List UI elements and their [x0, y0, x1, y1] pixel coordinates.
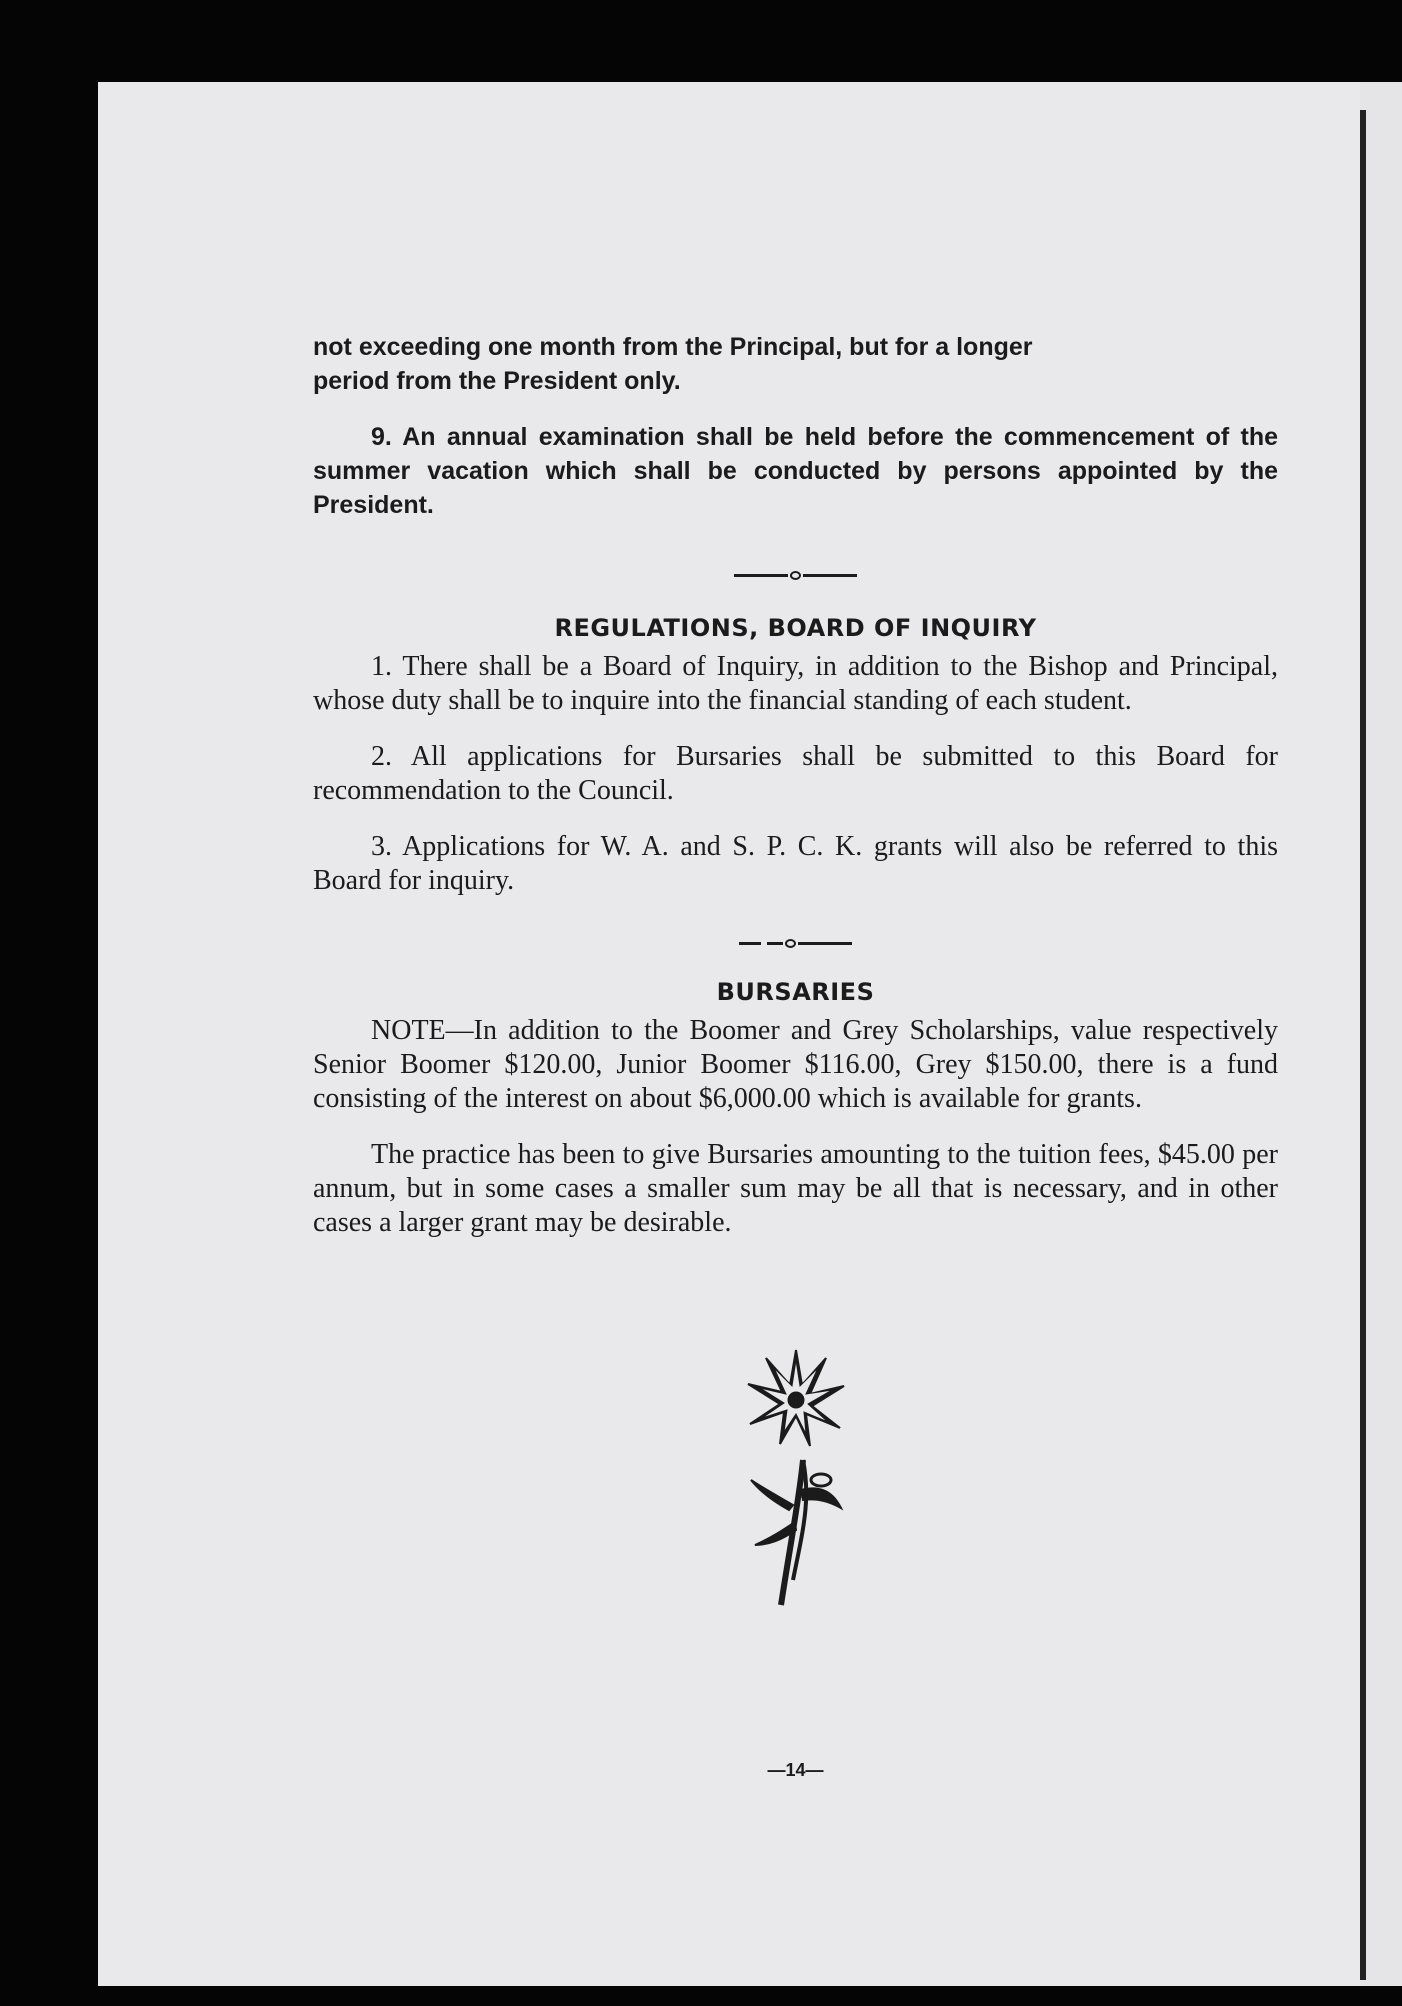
inquiry-item-1: 1. There shall be a Board of Inquiry, in addition to the Bishop and Principal, whose duty shall be to inquire into the financial standing of each student.: [313, 651, 1278, 716]
bursaries-practice: The practice has been to give Bursaries amounting to the tuition fees, $45.00 per annum, but in some cases a smaller sum may be all that is necessary, and in other cases a larger grant may be desirable.: [313, 1139, 1278, 1238]
bursaries-note: NOTE—In addition to the Boomer and Grey Scholarships, value respectively Senior Boomer $120.00, Junior Boomer $116.00, Grey $150.00, there is a fund consisting of the interest on about $6,000.00 which is available for grants.: [313, 1015, 1278, 1114]
flower-ornament-icon: [313, 1340, 1278, 1610]
binding-gutter: [1360, 110, 1366, 1980]
bursaries-heading: BURSARIES: [716, 978, 875, 1006]
continuation-text: [313, 330, 1278, 398]
page-content: [313, 330, 1278, 1781]
continuation-line-2: period from the President only.: [313, 367, 681, 395]
item-9: 9. An annual examination shall be held before the commencement of the summer vacation which shall be conducted by persons appointed by the President.: [313, 423, 1278, 519]
page-number: —14—: [767, 1760, 824, 1780]
inquiry-item-2: 2. All applications for Bursaries shall be submitted to this Board for recommendation to the Council.: [313, 741, 1278, 806]
continuation-line-1: not exceeding one month from the Principal, but for a longer: [313, 333, 1033, 361]
section-divider-2: [313, 928, 1278, 958]
document-page: [98, 82, 1360, 1986]
section-divider: [313, 560, 1278, 590]
inquiry-item-3: 3. Applications for W. A. and S. P. C. K. grants will also be referred to this Board for inquiry.: [313, 831, 1278, 896]
inquiry-heading: REGULATIONS, BOARD OF INQUIRY: [554, 614, 1037, 642]
facing-page-edge: [1360, 82, 1402, 1986]
